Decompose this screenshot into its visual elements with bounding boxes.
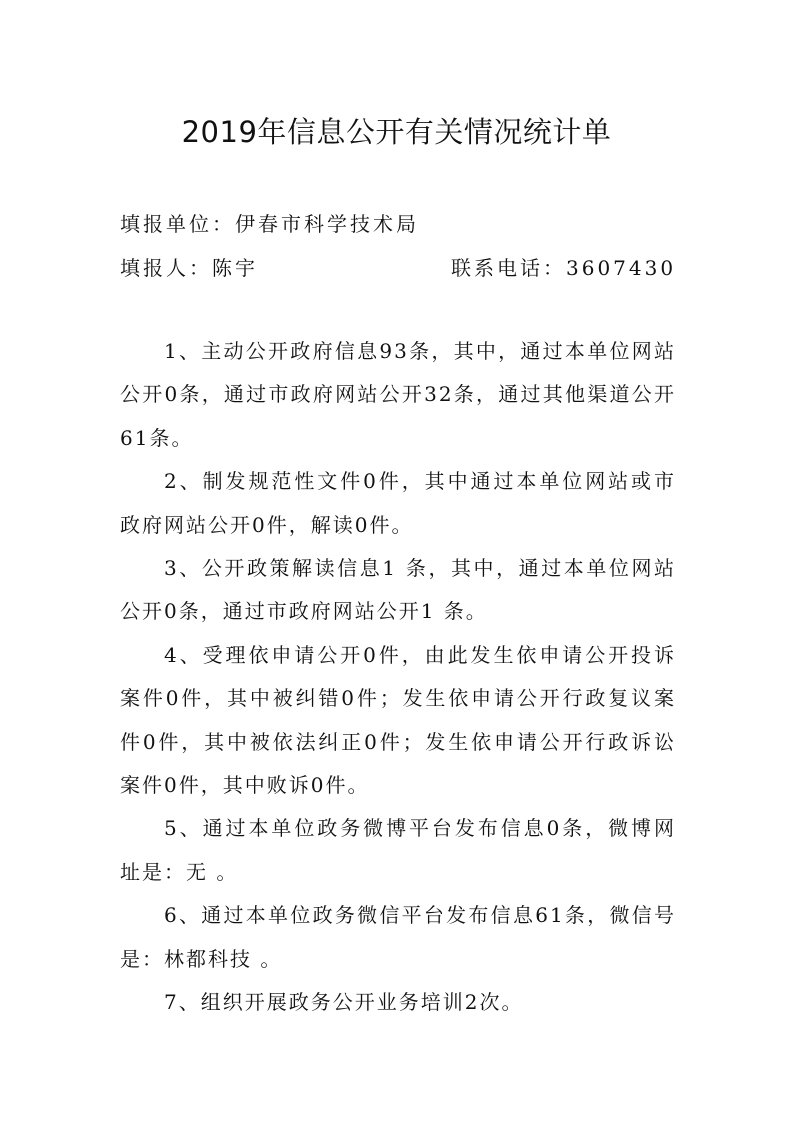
document-body bbox=[120, 330, 676, 1025]
paragraph-2: 2、制发规范性文件0件，其中通过本单位网站或市政府网站公开0件，解读0件。 bbox=[120, 469, 676, 537]
reporter-label: 填报人： bbox=[120, 256, 212, 280]
paragraph-5: 5、通过本单位政务微博平台发布信息0条，微博网址是：无 。 bbox=[120, 816, 676, 884]
contact-phone-label: 联系电话： bbox=[451, 256, 566, 280]
paragraph-4: 4、受理依申请公开0件，由此发生依申请公开投诉案件0件，其中被纠错0件；发生依申请公开行政复议案件0件，其中被依法纠正0件；发生依申请公开行政诉讼案件0件，其中败诉0件。 bbox=[120, 642, 676, 798]
document-title: 2019年信息公开有关情况统计单 bbox=[181, 115, 612, 149]
paragraph-6: 6、通过本单位政务微信平台发布信息61条，微信号是：林都科技 。 bbox=[120, 903, 676, 971]
reporter-value: 陈宇 bbox=[212, 256, 258, 280]
reporting-unit-value: 伊春市科学技术局 bbox=[235, 212, 419, 236]
reporting-unit-label: 填报单位： bbox=[120, 212, 235, 236]
reporter-line bbox=[120, 252, 258, 281]
contact-phone-line bbox=[451, 252, 676, 281]
reporting-unit-line bbox=[120, 208, 419, 237]
paragraph-7: 7、组织开展政务公开业务培训2次。 bbox=[164, 990, 524, 1015]
paragraph-1: 1、主动公开政府信息93条，其中，通过本单位网站公开0条，通过市政府网站公开32条，通过其他渠道公开61条。 bbox=[120, 339, 676, 450]
paragraph-3: 3、公开政策解读信息1 条，其中，通过本单位网站公开0条，通过市政府网站公开1 条。 bbox=[120, 556, 676, 624]
contact-phone-value: 3607430 bbox=[566, 256, 677, 280]
